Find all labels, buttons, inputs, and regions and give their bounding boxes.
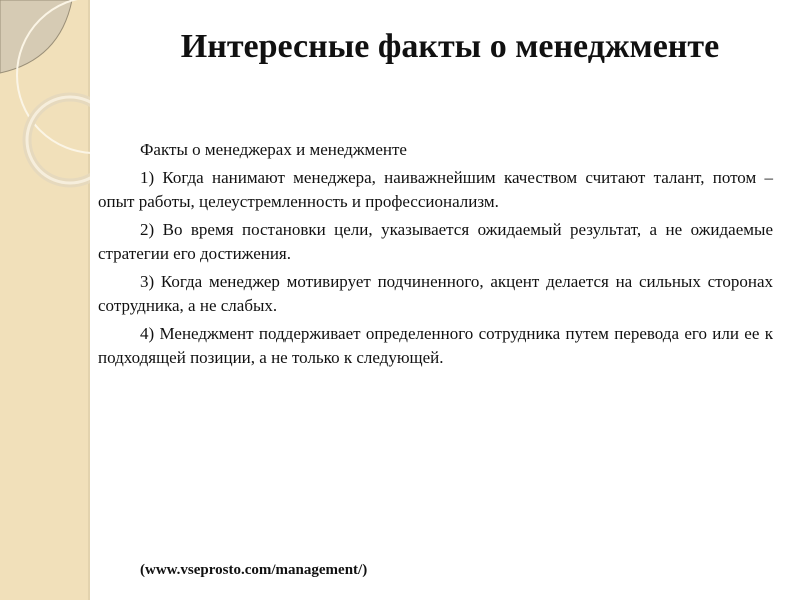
slide-title: Интересные факты о менеджменте: [180, 28, 720, 65]
fact-4: 4) Менеджмент поддерживает определенного сотрудника путем перевода его или ее к подходящей позиции, а не только к следующей.: [98, 324, 773, 367]
decorative-side-strip: [0, 0, 90, 600]
body-heading: Факты о менеджерах и менеджменте: [140, 140, 407, 159]
source-link: (www.vseprosto.com/management/): [140, 562, 368, 578]
fact-2: 2) Во время постановки цели, указывается ожидаемый результат, а не ожидаемые стратегии его достижения.: [98, 220, 773, 263]
decorative-circles-icon: [0, 0, 90, 600]
slide-body: [98, 138, 773, 374]
fact-3: 3) Когда менеджер мотивирует подчиненного, акцент делается на сильных сторонах сотрудника, а не слабых.: [98, 272, 773, 315]
fact-1: 1) Когда нанимают менеджера, наиважнейшим качеством считают талант, потом – опыт работы, целеустремленность и профессионализм.: [98, 168, 773, 211]
